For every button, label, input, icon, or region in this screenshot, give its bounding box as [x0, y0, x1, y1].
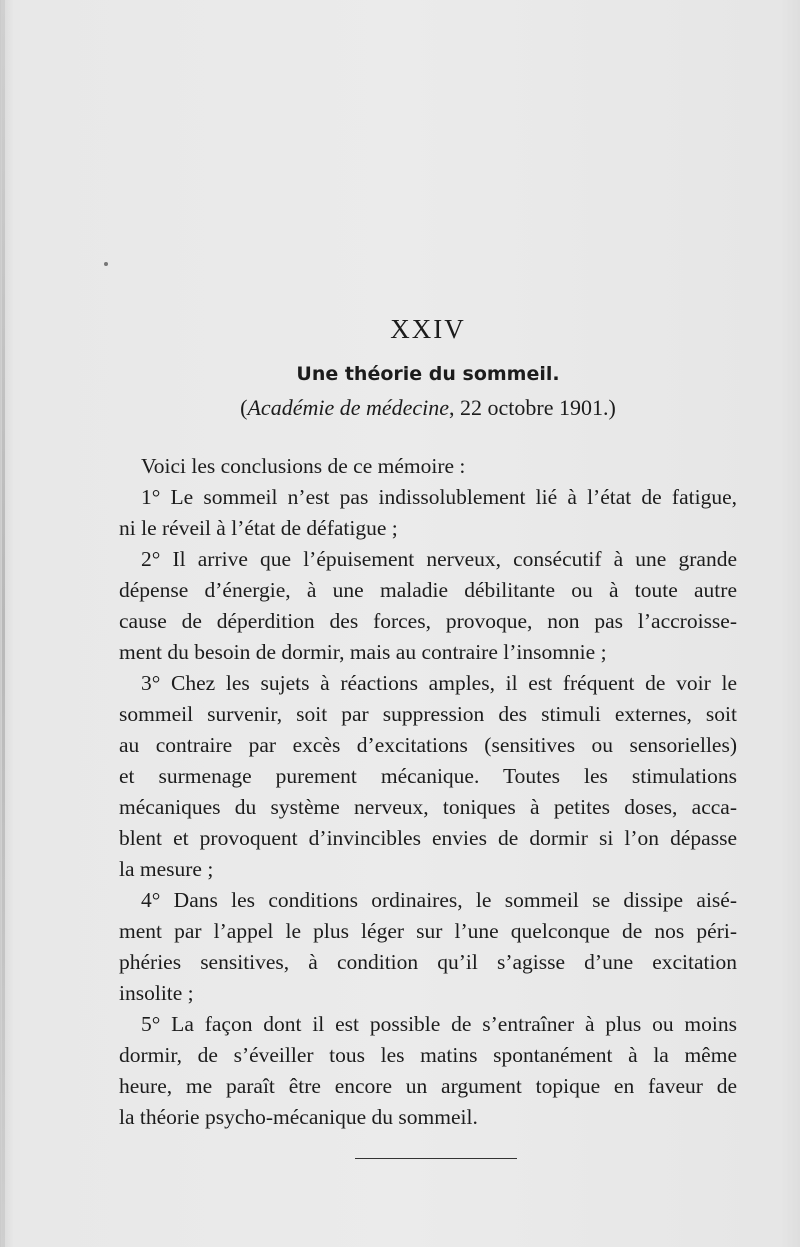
paragraph-line: phéries sensitives, à condition qu’il s’agisse d’une excitation [119, 950, 737, 974]
paragraph-line: la mesure ; [119, 857, 214, 881]
paragraph-line: ment du besoin de dormir, mais au contraire l’insomnie ; [119, 640, 607, 664]
paragraph-line: insolite ; [119, 981, 194, 1005]
paragraph-line: 1° Le sommeil n’est pas indissolublement lié à l’état de fatigue, [141, 485, 737, 509]
chapter-source [0, 393, 800, 423]
paragraph-line: au contraire par excès d’excitations (sensitives ou sensorielles) [119, 733, 737, 757]
paragraph-line: heure, me paraît être encore un argument topique en faveur de [119, 1074, 737, 1098]
page-binding-edge [2, 0, 5, 1247]
paragraph-line: mécaniques du système nerveux, toniques à petites doses, acca- [119, 795, 737, 819]
paragraph-line: Voici les conclusions de ce mémoire : [141, 454, 466, 478]
paragraph-line: la théorie psycho-mécanique du sommeil. [119, 1105, 478, 1129]
paragraph-line: 2° Il arrive que l’épuisement nerveux, consécutif à une grande [141, 547, 737, 571]
closing-rule [355, 1158, 517, 1159]
source-date: , 22 octobre 1901.) [449, 395, 616, 420]
source-open-paren: ( [240, 395, 248, 420]
paragraph-line: cause de déperdition des forces, provoque, non pas l’accroisse- [119, 609, 737, 633]
paragraph-line: 5° La façon dont il est possible de s’entraîner à plus ou moins [141, 1012, 737, 1036]
chapter-number: XXIV [390, 314, 466, 344]
print-speck [104, 262, 108, 266]
body-text [119, 451, 737, 1133]
paragraph-line: dépense d’énergie, à une maladie débilitante ou à toute autre [119, 578, 737, 602]
paragraph-line: dormir, de s’éveiller tous les matins spontanément à la même [119, 1043, 737, 1067]
paragraph-line: ment par l’appel le plus léger sur l’une quelconque de nos péri- [119, 919, 737, 943]
paragraph-line: blent et provoquent d’invincibles envies de dormir si l’on dépasse [119, 826, 737, 850]
paragraph-line: 4° Dans les conditions ordinaires, le sommeil se dissipe aisé- [141, 888, 737, 912]
source-venue: Académie de médecine [247, 395, 450, 420]
paragraph-line: ni le réveil à l’état de défatigue ; [119, 516, 398, 540]
chapter-title: Une théorie du sommeil. [296, 363, 560, 385]
paragraph-line: 3° Chez les sujets à réactions amples, il est fréquent de voir le [141, 671, 737, 695]
paragraph-line: sommeil survenir, soit par suppression des stimuli externes, soit [119, 702, 737, 726]
paragraph-line: et surmenage purement mécanique. Toutes les stimulations [119, 764, 737, 788]
